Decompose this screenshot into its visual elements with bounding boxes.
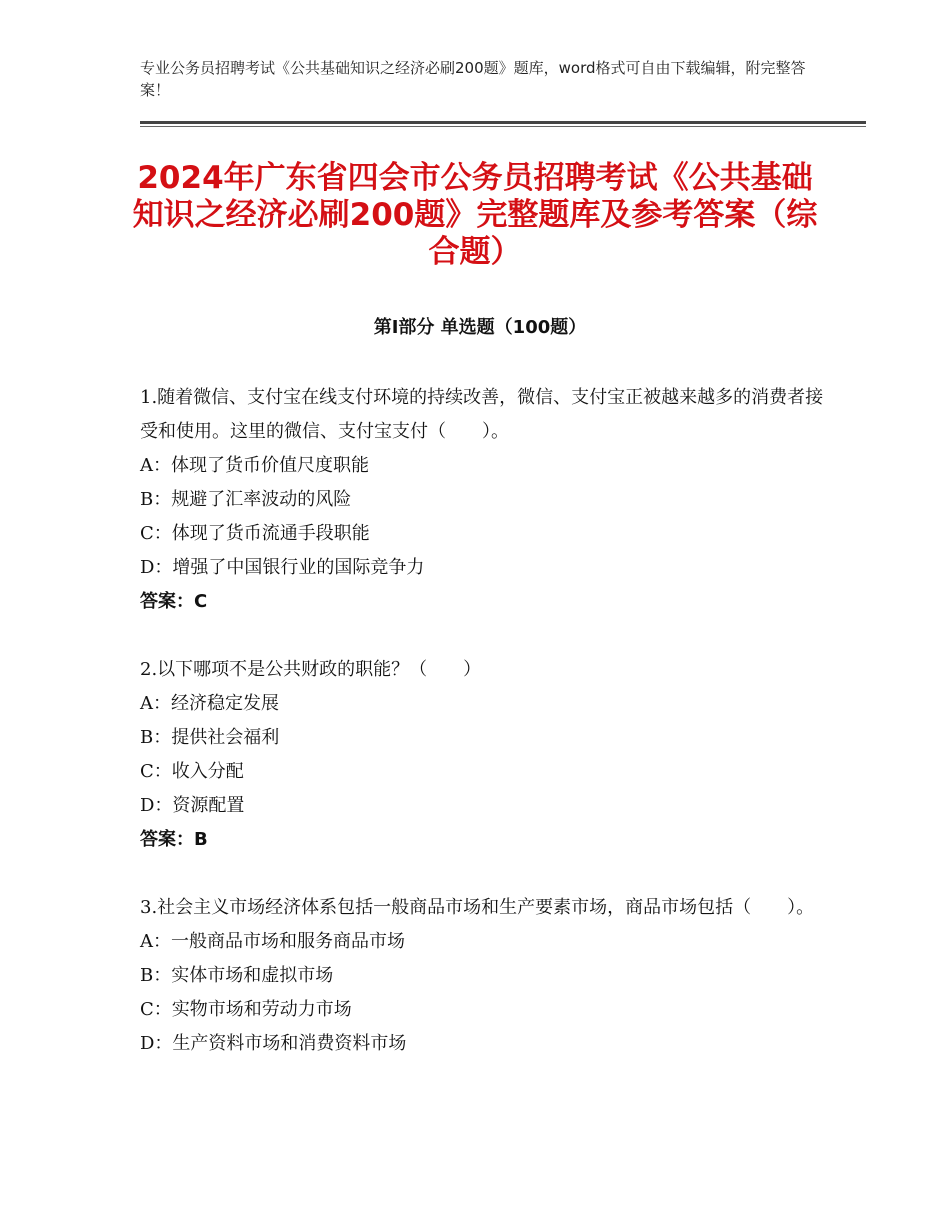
option-b: B：提供社会福利 — [140, 727, 280, 748]
document-title: 2024年广东省四会市公务员招聘考试《公共基础知识之经济必刷200题》完整题库及参考答案（综合题） — [132, 160, 818, 270]
option-b: B：规避了汇率波动的风险 — [140, 489, 352, 510]
question-3 — [140, 891, 830, 1061]
option-c: C：实物市场和劳动力市场 — [140, 999, 352, 1020]
option-d: D：资源配置 — [140, 795, 245, 816]
option-d: D：增强了中国银行业的国际竞争力 — [140, 557, 425, 578]
question-stem: 1.随着微信、支付宝在线支付环境的持续改善，微信、支付宝正被越来越多的消费者接受和使用。这里的微信、支付宝支付（ ）。 — [140, 387, 824, 442]
question-stem: 3.社会主义市场经济体系包括一般商品市场和生产要素市场，商品市场包括（ ）。 — [140, 897, 815, 918]
option-d: D：生产资料市场和消费资料市场 — [140, 1033, 407, 1054]
section-title: 第Ⅰ部分 单选题（100题） — [373, 317, 587, 338]
option-c: C：体现了货币流通手段职能 — [140, 523, 370, 544]
question-list — [140, 381, 830, 1095]
option-b: B：实体市场和虚拟市场 — [140, 965, 334, 986]
option-a: A：经济稳定发展 — [140, 693, 279, 714]
option-c: C：收入分配 — [140, 761, 244, 782]
question-2 — [140, 653, 830, 857]
header-rule-thin — [140, 126, 866, 127]
question-1 — [140, 381, 830, 619]
question-stem: 2.以下哪项不是公共财政的职能？（ ） — [140, 659, 482, 680]
header-rule-thick — [140, 121, 866, 124]
header-note: 专业公务员招聘考试《公共基础知识之经济必刷200题》题库，word格式可自由下载编辑，附完整答案！ — [140, 59, 806, 99]
option-a: A：一般商品市场和服务商品市场 — [140, 931, 405, 952]
option-a: A：体现了货币价值尺度职能 — [140, 455, 369, 476]
answer: 答案：C — [140, 591, 208, 612]
answer: 答案：B — [140, 829, 208, 850]
